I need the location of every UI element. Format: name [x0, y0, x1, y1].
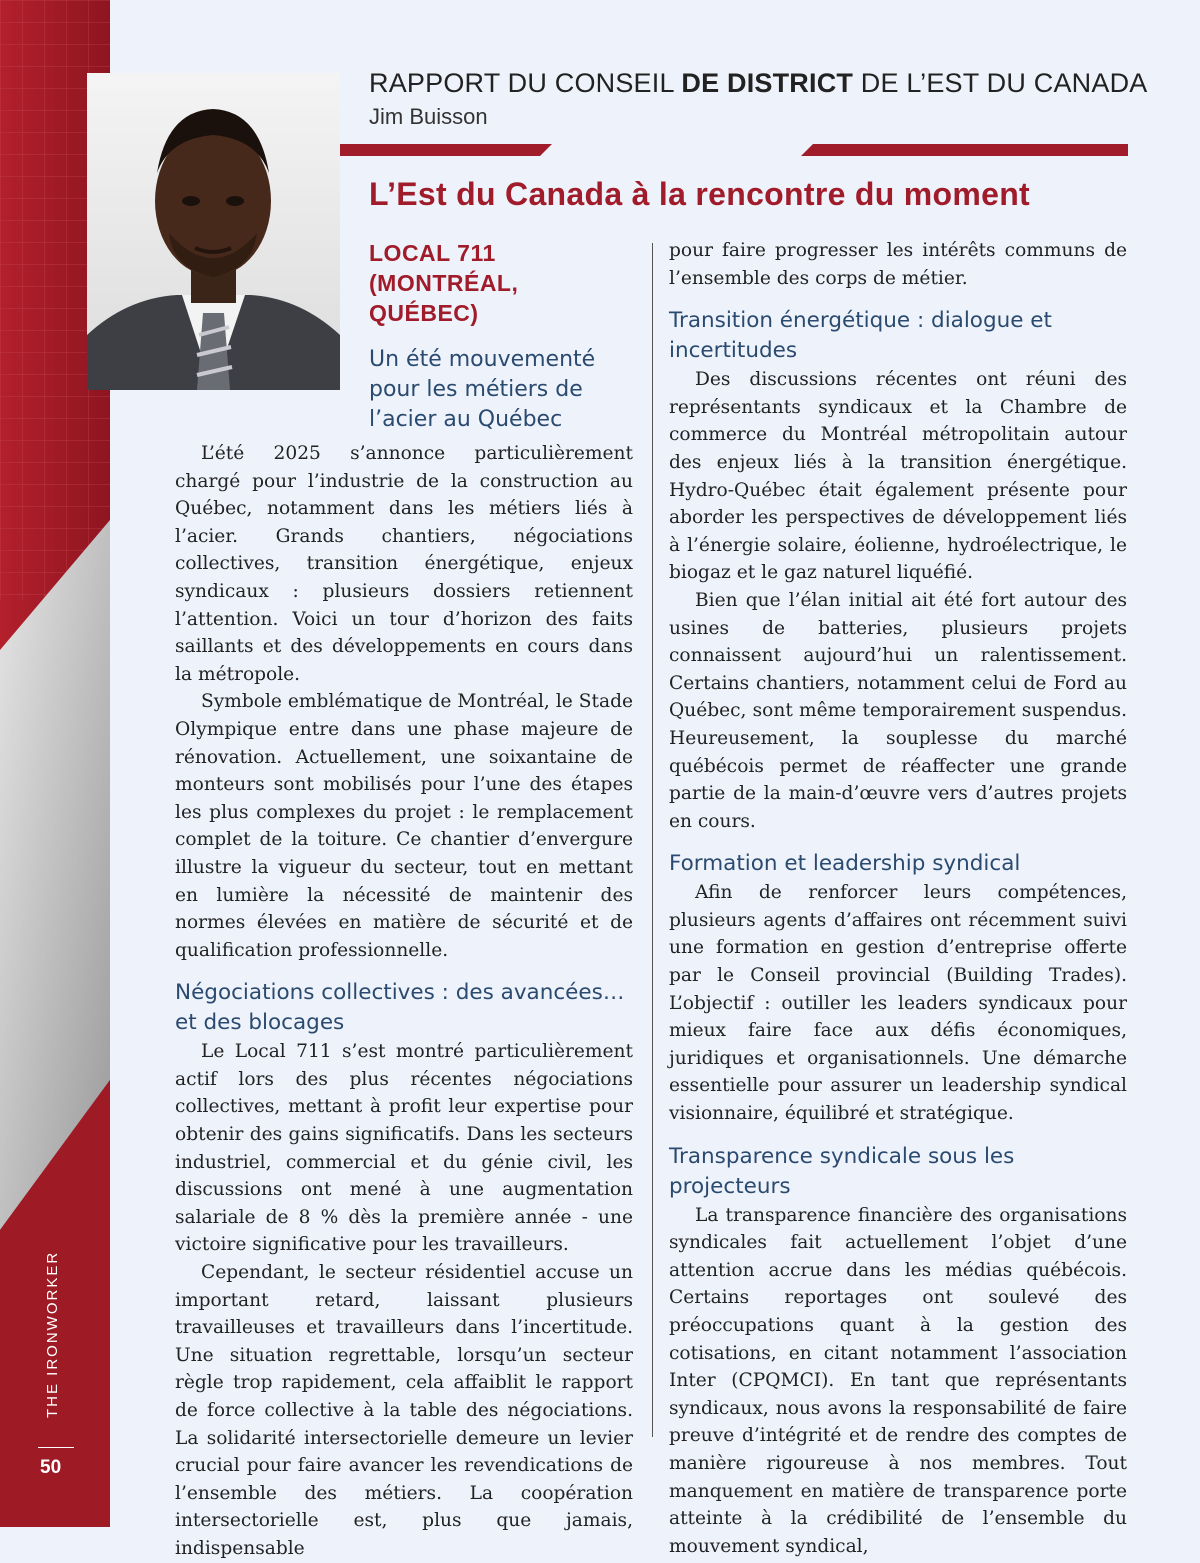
article-column-1 [175, 440, 633, 1563]
paragraph: Le Local 711 s’est montré particulièrement actif lors des plus récentes négociations collectives, mettant à profit leur expertise pour obtenir des gains significatifs. Dans les secteurs industriel, commercial et du génie civil, les discussions ont mené à une augmentation salariale de 8 % dès la première année - une victoire significative pour les travailleurs. [175, 1041, 633, 1256]
paragraph: Des discussions récentes ont réuni des représentants syndicaux et la Chambre de commerce du Montréal métropolitain autour des enjeux liés à la transition énergétique. Hydro-Québec était également présente pour aborder les perspectives de développement liés à l’énergie solaire, éolienne, hydroélectrique, le biogaz et le gaz naturel liquéfié. [669, 369, 1127, 584]
paragraph: pour faire progresser les intérêts communs de l’ensemble des corps de métier. [669, 240, 1127, 289]
section-heading: Formation et leadership syndical [669, 851, 1021, 877]
article-headline: L’Est du Canada à la rencontre du moment [369, 176, 1031, 212]
local-heading-line: LOCAL 711 [369, 240, 496, 266]
paragraph: Bien que l’élan initial ait été fort autour des usines de batteries, plusieurs projets connaissent aujourd’hui un ralentissement. Certains chantiers, notamment celui de Ford au Québec, sont même temporairement suspendus. Heureusement, la souplesse du marché québécois permet de réaffecter une grande partie de la main-d’œuvre vers d’autres projets en cours. [669, 589, 1127, 832]
paragraph: L’été 2025 s’annonce particulièrement chargé pour l’industrie de la construction au Québec, notamment dans les métiers liés à l’acier. Grands chantiers, négociations collectives, transition énergétique, enjeux syndicaux : plusieurs dossiers retiennent l’attention. Voici un tour d’horizon des faits saillants et des développements en cours dans la métropole. [175, 443, 633, 685]
paragraph: La transparence financière des organisations syndicales fait actuellement l’objet d’une attention accrue dans les médias québécois. Certains reportages ont soulevé des préoccupations quant à la gestion des cotisations, en citant notamment l’association Inter (CPQMCI). En tant que représentants syndicaux, nous avons la responsabilité de faire preuve d’intégrité et de rendre des comptes de manière rigoureuse à nos membres. Tout manquement en matière de transparence porte atteinte à la crédibilité de l’ensemble du mouvement syndical, [669, 1204, 1127, 1557]
paragraph: Afin de renforcer leurs compétences, plusieurs agents d’affaires ont récemment suivi une formation en gestion d’entreprise offerte par le Conseil provincial (Building Trades). L’objectif : outiller les leaders syndicaux pour mieux faire face aux défis économiques, juridiques et organisationnels. Une démarche essentielle pour assurer un leadership syndical visionnaire, équilibré et stratégique. [669, 882, 1127, 1125]
report-title [369, 68, 1147, 99]
subheading-summer: Un été mouvementé pour les métiers de l’acier au Québec [369, 347, 596, 432]
paragraph: Symbole emblématique de Montréal, le Stade Olympique entre dans une phase majeure de rénovation. Actuellement, une soixantaine de monteurs sont mobilisés pour l’une des étapes les plus complexes du projet : le remplacement complet de la toiture. Ce chantier d’envergure illustre la vigueur du secteur, tout en mettant en lumière la nécessité de maintenir des normes élevées en matière de sécurité et de qualification professionnelle. [175, 691, 633, 961]
title-bold: DE DISTRICT [681, 68, 854, 98]
local-heading [369, 238, 569, 328]
section-heading: Transition énergétique : dialogue et incertitudes [669, 308, 1052, 364]
magazine-name: THE IRONWORKER [44, 1250, 61, 1418]
author-name: Jim Buisson [369, 104, 488, 129]
page-number: 50 [40, 1457, 62, 1478]
title-part-2: DE L’EST DU CANADA [853, 68, 1148, 98]
column-divider [652, 243, 653, 1437]
title-part-1: RAPPORT DU CONSEIL [369, 68, 682, 98]
section-heading: Transparence syndicale sous les projecteurs [669, 1143, 1015, 1199]
paragraph: Cependant, le secteur résidentiel accuse un important retard, laissant plusieurs travailleuses et travailleurs dans l’incertitude. Une situation regrettable, lorsqu’un secteur règle trop rapidement, cela affaiblit le rapport de force collective à la table des négociations. La solidarité intersectorielle demeure un levier crucial pour faire avancer les revendications de l’ensemble des métiers. La coopération intersectorielle est, plus que jamais, indispensable [175, 1262, 633, 1559]
article-column-2 [669, 237, 1127, 1560]
author-portrait [87, 73, 340, 390]
local-heading-line: QUÉBEC) [369, 300, 479, 326]
local-heading-line: (MONTRÉAL, [369, 270, 519, 296]
header-divider [340, 142, 1130, 158]
page-number-rule [38, 1447, 74, 1448]
section-heading: Négociations collectives : des avancées… et des blocages [175, 980, 625, 1036]
